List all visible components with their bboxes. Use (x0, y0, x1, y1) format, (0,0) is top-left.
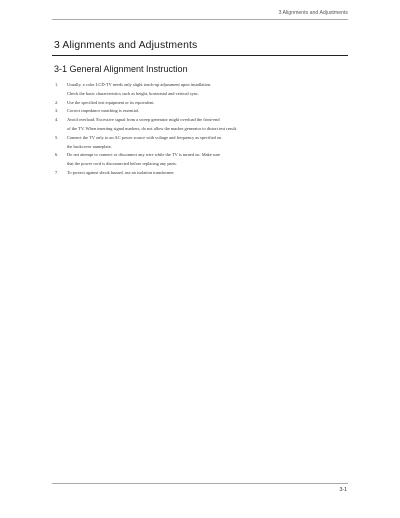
instruction-text (67, 99, 344, 108)
instruction-text (67, 116, 344, 134)
instruction-number: 2. (55, 99, 59, 105)
header-rule (52, 19, 348, 20)
instruction-list (54, 81, 344, 178)
chapter-rule (52, 55, 348, 56)
instruction-line: Usually, a color LCD-TV needs only slight touch-up adjustment upon installation. (67, 82, 212, 87)
instruction-item (54, 99, 344, 108)
chapter-title: 3 Alignments and Adjustments (54, 40, 198, 51)
instruction-text (67, 81, 344, 99)
instruction-item (54, 169, 344, 178)
page-number: 3-1 (339, 487, 347, 493)
instruction-number: 1. (55, 82, 59, 87)
section-title: 3-1 General Alignment Instruction (54, 64, 188, 74)
instruction-item (54, 134, 344, 152)
instruction-number: 7. (55, 169, 59, 175)
instruction-item (54, 151, 344, 169)
instruction-line: the backcover nameplate. (67, 143, 112, 149)
instruction-line: Avoid overload. Excessive signal from a sweep generator might overload the front-end (67, 117, 220, 123)
instruction-line: Connect the TV only to an AC power source with voltage and frequency as specified on (67, 134, 222, 140)
footer-rule (52, 483, 348, 484)
running-header: 3 Alignments and Adjustments (278, 10, 348, 16)
instruction-number: 6. (55, 152, 59, 158)
instruction-item (54, 107, 344, 116)
instruction-item (54, 81, 344, 99)
instruction-line: that the power cord is disconnected before replacing any parts. (67, 161, 177, 167)
instruction-item (54, 116, 344, 134)
instruction-number: 4. (55, 117, 59, 123)
instruction-line: of the TV. When inserting signal markers, do not allow the marker generator to distort test result. (67, 125, 238, 131)
instruction-text (67, 169, 344, 178)
instruction-number: 3. (55, 108, 59, 114)
instruction-line: Check the basic characteristics such as height, horizontal and vertical sync. (67, 90, 199, 96)
instruction-text (67, 134, 344, 152)
instruction-line: Use the specified test equipment or its equivalent. (67, 99, 155, 105)
instruction-line: Correct impedance matching is essential. (67, 108, 140, 114)
instruction-text (67, 107, 344, 116)
instruction-line: Do not attempt to connect or disconnect any wire while the TV is turned on. Make sure (67, 152, 221, 158)
instruction-number: 5. (55, 134, 59, 140)
instruction-line: To protect against shock hazard, use an isolation transformer. (67, 169, 175, 175)
instruction-text (67, 151, 344, 169)
